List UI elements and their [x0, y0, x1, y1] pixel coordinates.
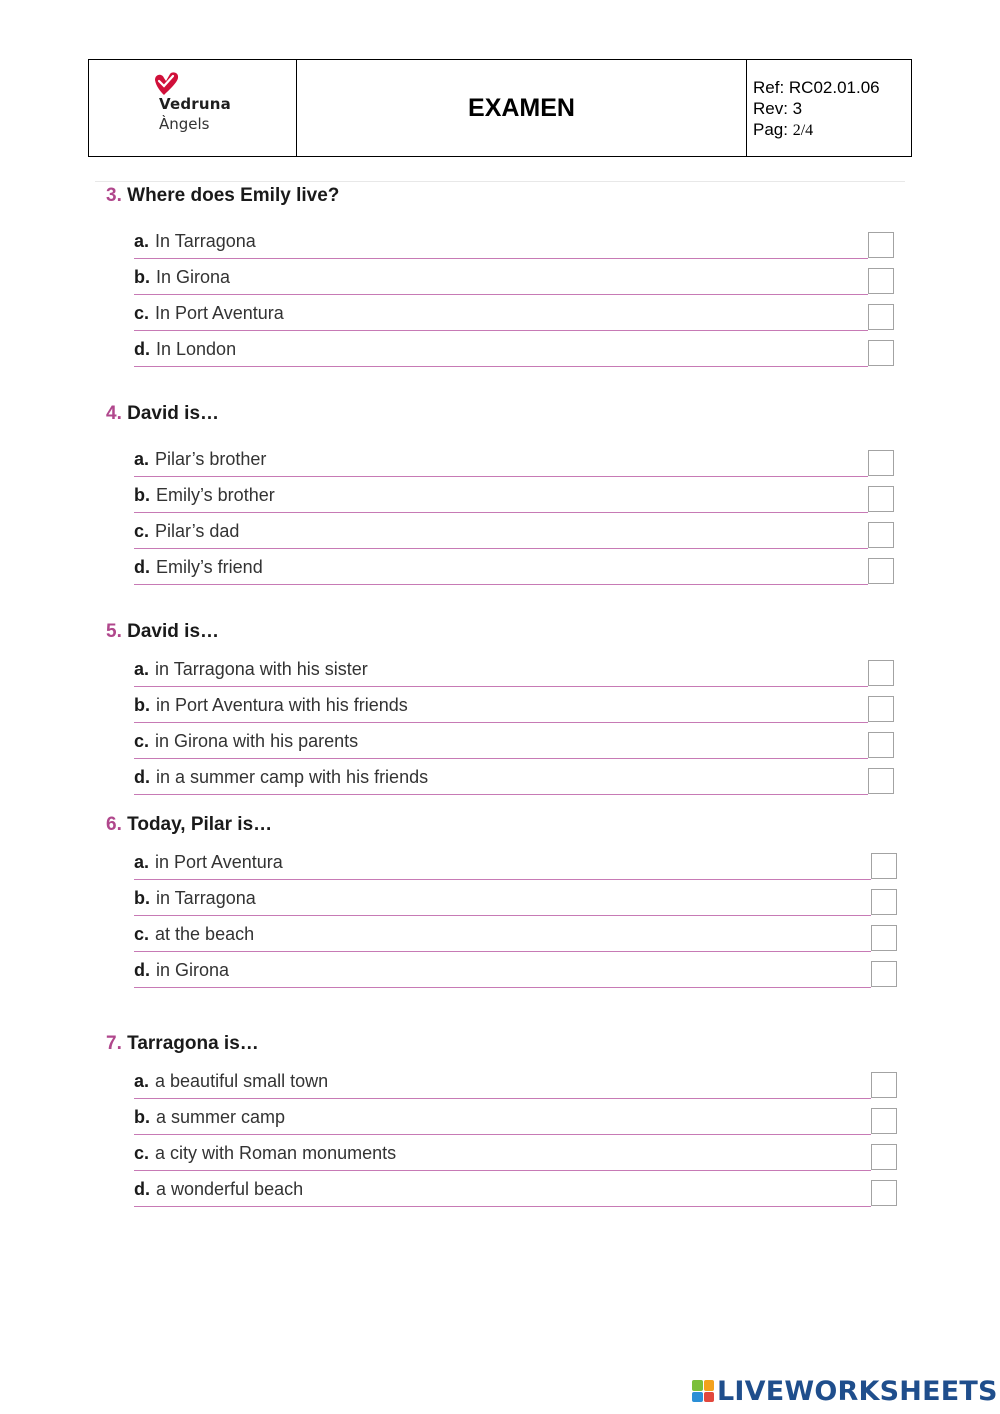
question-number: 7.: [106, 1033, 122, 1054]
option-letter: c.: [134, 1143, 150, 1163]
option-letter: b.: [134, 888, 150, 908]
option-letter: d.: [134, 557, 150, 577]
question-title: [106, 814, 272, 836]
option-letter: d.: [134, 767, 150, 787]
option-row: [134, 513, 896, 549]
revision: Rev: 3: [753, 99, 803, 118]
answer-checkbox[interactable]: [871, 1144, 897, 1170]
option-text: [134, 960, 229, 981]
option-text: [134, 449, 266, 470]
option-text: [134, 888, 256, 909]
question-title: [106, 403, 219, 425]
question-number: 5.: [106, 621, 122, 642]
question-number: 4.: [106, 403, 122, 424]
answer-checkbox[interactable]: [868, 522, 894, 548]
heart-check-icon: [151, 71, 181, 97]
separator-line: [95, 181, 905, 182]
option-row: [134, 844, 899, 880]
liveworksheets-brand[interactable]: [692, 1374, 998, 1408]
option-row: [134, 759, 896, 795]
option-row: [134, 441, 896, 477]
liveworksheets-logo-icon: [692, 1380, 714, 1402]
option-label: in Girona: [156, 960, 230, 980]
option-letter: a.: [134, 449, 150, 469]
document-header: [88, 59, 912, 157]
option-letter: c.: [134, 924, 150, 944]
option-letter: a.: [134, 852, 150, 872]
title-cell: [297, 60, 747, 156]
logo-text-vedruna: Vedruna: [159, 95, 231, 113]
option-text: [134, 303, 284, 324]
option-letter: d.: [134, 1179, 150, 1199]
option-letter: c.: [134, 521, 150, 541]
brand-text: LIVEWORKSHEETS: [717, 1375, 998, 1407]
option-letter: b.: [134, 267, 150, 287]
option-label: in Tarragona with his sister: [155, 659, 368, 679]
option-label: in Port Aventura: [155, 852, 283, 872]
option-text: [134, 924, 254, 945]
answer-checkbox[interactable]: [871, 961, 897, 987]
answer-checkbox[interactable]: [868, 660, 894, 686]
school-logo: [89, 60, 297, 156]
answer-checkbox[interactable]: [871, 1108, 897, 1134]
option-label: a wonderful beach: [156, 1179, 304, 1199]
option-row: [134, 331, 896, 367]
option-label: Emily’s brother: [156, 485, 275, 505]
option-label: in a summer camp with his friends: [156, 767, 429, 787]
option-label: in Girona with his parents: [155, 731, 359, 751]
answer-checkbox[interactable]: [868, 768, 894, 794]
answer-checkbox[interactable]: [871, 853, 897, 879]
answer-checkbox[interactable]: [868, 268, 894, 294]
option-letter: d.: [134, 960, 150, 980]
answer-checkbox[interactable]: [871, 1072, 897, 1098]
option-text: [134, 695, 408, 716]
option-letter: a.: [134, 659, 150, 679]
option-row: [134, 259, 896, 295]
option-label: In Girona: [156, 267, 231, 287]
option-text: [134, 557, 263, 578]
option-text: [134, 767, 428, 788]
question-title: [106, 1033, 259, 1055]
question-text: David is…: [127, 403, 220, 424]
question-text: Today, Pilar is…: [127, 814, 273, 835]
option-row: [134, 477, 896, 513]
option-row: [134, 651, 896, 687]
option-label: a beautiful small town: [155, 1071, 329, 1091]
question-text: Tarragona is…: [127, 1033, 259, 1054]
option-label: In London: [156, 339, 237, 359]
option-letter: a.: [134, 231, 150, 251]
option-letter: c.: [134, 303, 150, 323]
question-number: 3.: [106, 185, 122, 206]
page-title: EXAMEN: [468, 93, 575, 122]
answer-checkbox[interactable]: [871, 1180, 897, 1206]
answer-checkbox[interactable]: [868, 450, 894, 476]
option-row: [134, 1171, 899, 1207]
option-row: [134, 880, 899, 916]
option-label: a city with Roman monuments: [155, 1143, 397, 1163]
option-label: In Tarragona: [155, 231, 256, 251]
option-letter: b.: [134, 695, 150, 715]
answer-checkbox[interactable]: [868, 232, 894, 258]
option-letter: b.: [134, 1107, 150, 1127]
option-row: [134, 687, 896, 723]
question-number: 6.: [106, 814, 122, 835]
option-text: [134, 659, 368, 680]
option-text: [134, 852, 283, 873]
option-text: [134, 1071, 328, 1092]
question-text: David is…: [127, 621, 220, 642]
document-meta: [747, 60, 911, 156]
option-row: [134, 723, 896, 759]
option-letter: c.: [134, 731, 150, 751]
answer-checkbox[interactable]: [868, 732, 894, 758]
option-row: [134, 295, 896, 331]
option-label: Emily’s friend: [156, 557, 263, 577]
answer-checkbox[interactable]: [871, 925, 897, 951]
question-text: Where does Emily live?: [127, 185, 340, 206]
question-title: [106, 621, 219, 643]
option-text: [134, 1179, 303, 1200]
option-text: [134, 1107, 285, 1128]
answer-line: [134, 987, 871, 988]
option-label: at the beach: [155, 924, 255, 944]
option-text: [134, 485, 275, 506]
ref-code: Ref: RC02.01.06: [753, 78, 880, 97]
option-row: [134, 1135, 899, 1171]
option-row: [134, 223, 896, 259]
page-value: 2/4: [792, 122, 814, 139]
option-letter: b.: [134, 485, 150, 505]
option-letter: a.: [134, 1071, 150, 1091]
option-row: [134, 1063, 899, 1099]
answer-checkbox[interactable]: [868, 304, 894, 330]
answer-checkbox[interactable]: [868, 558, 894, 584]
answer-line: [134, 1206, 871, 1207]
option-label: a summer camp: [156, 1107, 286, 1127]
option-row: [134, 1099, 899, 1135]
option-text: [134, 231, 256, 252]
option-row: [134, 916, 899, 952]
answer-line: [134, 366, 868, 367]
option-label: Pilar’s dad: [155, 521, 240, 541]
option-row: [134, 549, 896, 585]
page-number: [753, 119, 911, 141]
option-text: [134, 731, 358, 752]
option-text: [134, 267, 230, 288]
option-label: in Port Aventura with his friends: [156, 695, 408, 715]
option-letter: d.: [134, 339, 150, 359]
answer-line: [134, 794, 868, 795]
answer-checkbox[interactable]: [871, 889, 897, 915]
logo-text-angels: Àngels: [159, 115, 210, 133]
question-title: [106, 185, 339, 207]
answer-line: [134, 584, 868, 585]
option-label: in Tarragona: [156, 888, 256, 908]
option-label: Pilar’s brother: [155, 449, 267, 469]
answer-checkbox[interactable]: [868, 696, 894, 722]
option-text: [134, 339, 236, 360]
answer-checkbox[interactable]: [868, 486, 894, 512]
option-label: In Port Aventura: [155, 303, 284, 323]
option-text: [134, 521, 239, 542]
option-text: [134, 1143, 396, 1164]
answer-checkbox[interactable]: [868, 340, 894, 366]
page-label: Pag:: [753, 120, 793, 139]
option-row: [134, 952, 899, 988]
